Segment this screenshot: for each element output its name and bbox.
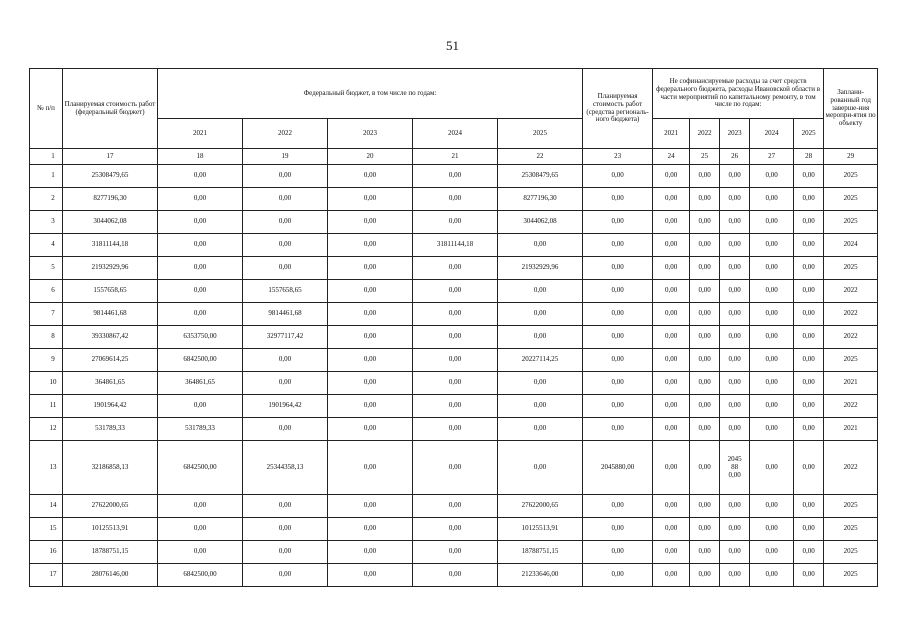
column-number: 27	[750, 149, 794, 165]
cell-num: 16	[30, 541, 63, 564]
cell-n2023: 0,00	[720, 257, 750, 280]
column-number: 18	[158, 149, 243, 165]
cell-n2021: 0,00	[653, 280, 690, 303]
cell-f2023: 0,00	[328, 188, 413, 211]
cell-f2024: 0,00	[413, 395, 498, 418]
cell-num: 2	[30, 188, 63, 211]
cell-n2021: 0,00	[653, 372, 690, 395]
cell-year: 2022	[824, 280, 878, 303]
cell-n2025: 0,00	[794, 495, 824, 518]
cell-n2025: 0,00	[794, 234, 824, 257]
cell-f2024: 0,00	[413, 280, 498, 303]
cell-n2025: 0,00	[794, 280, 824, 303]
cell-n2023: 0,00	[720, 372, 750, 395]
table-row	[30, 395, 878, 418]
page-number: 51	[446, 38, 459, 53]
cell-f2021: 0,00	[158, 541, 243, 564]
cell-year: 2024	[824, 234, 878, 257]
cell-n2023: 0,00	[720, 395, 750, 418]
header-nonco-year: 2023	[720, 119, 750, 149]
cell-n2025: 0,00	[794, 441, 824, 495]
cell-f2024: 0,00	[413, 372, 498, 395]
column-number: 25	[690, 149, 720, 165]
cell-n2022: 0,00	[690, 395, 720, 418]
table-row	[30, 326, 878, 349]
cell-year: 2025	[824, 165, 878, 188]
cell-n2023: 0,00	[720, 418, 750, 441]
cell-cost: 8277196,30	[63, 188, 158, 211]
cell-f2023: 0,00	[328, 395, 413, 418]
cell-n2024: 0,00	[750, 441, 794, 495]
cell-n2024: 0,00	[750, 372, 794, 395]
header-nonco-year: 2024	[750, 119, 794, 149]
cell-reg: 0,00	[583, 188, 653, 211]
cell-year: 2022	[824, 395, 878, 418]
cell-f2022: 1557658,65	[243, 280, 328, 303]
cell-year: 2025	[824, 564, 878, 587]
column-number-row	[30, 149, 878, 165]
cell-num: 10	[30, 372, 63, 395]
cell-n2023: 0,00	[720, 326, 750, 349]
cell-n2021: 0,00	[653, 564, 690, 587]
cell-year: 2025	[824, 541, 878, 564]
cell-num: 14	[30, 495, 63, 518]
cell-f2022: 32977117,42	[243, 326, 328, 349]
cell-n2025: 0,00	[794, 211, 824, 234]
cell-n2022: 0,00	[690, 326, 720, 349]
cell-num: 1	[30, 165, 63, 188]
cell-n2024: 0,00	[750, 234, 794, 257]
cell-n2025: 0,00	[794, 395, 824, 418]
cell-f2022: 0,00	[243, 541, 328, 564]
table-row	[30, 441, 878, 495]
cell-f2025: 0,00	[498, 326, 583, 349]
cell-reg: 0,00	[583, 280, 653, 303]
cell-n2025: 0,00	[794, 188, 824, 211]
header-fed-year: 2022	[243, 119, 328, 149]
column-number: 20	[328, 149, 413, 165]
cell-f2021: 0,00	[158, 188, 243, 211]
cell-f2024: 0,00	[413, 441, 498, 495]
cell-n2024: 0,00	[750, 518, 794, 541]
cell-n2022: 0,00	[690, 165, 720, 188]
cell-cost: 27622000,65	[63, 495, 158, 518]
header-nonco-year: 2022	[690, 119, 720, 149]
cell-n2024: 0,00	[750, 564, 794, 587]
cell-reg: 0,00	[583, 541, 653, 564]
cell-year: 2025	[824, 257, 878, 280]
cell-n2021: 0,00	[653, 418, 690, 441]
cell-f2021: 364861,65	[158, 372, 243, 395]
cell-f2023: 0,00	[328, 234, 413, 257]
column-number: 17	[63, 149, 158, 165]
cell-n2024: 0,00	[750, 188, 794, 211]
cell-reg: 0,00	[583, 395, 653, 418]
table-row	[30, 541, 878, 564]
cell-f2024: 0,00	[413, 495, 498, 518]
cell-n2023: 0,00	[720, 349, 750, 372]
header-fed-year: 2024	[413, 119, 498, 149]
cell-n2021: 0,00	[653, 257, 690, 280]
cell-cost: 27069614,25	[63, 349, 158, 372]
cell-n2025: 0,00	[794, 518, 824, 541]
cell-n2024: 0,00	[750, 303, 794, 326]
cell-f2021: 0,00	[158, 518, 243, 541]
cell-year: 2025	[824, 211, 878, 234]
cell-num: 15	[30, 518, 63, 541]
header-row-1	[30, 69, 878, 119]
cell-n2023: 0,00	[720, 280, 750, 303]
cell-f2025: 18788751,15	[498, 541, 583, 564]
cell-reg: 0,00	[583, 303, 653, 326]
cell-year: 2025	[824, 349, 878, 372]
cell-f2023: 0,00	[328, 165, 413, 188]
cell-n2024: 0,00	[750, 257, 794, 280]
cell-n2021: 0,00	[653, 211, 690, 234]
cell-f2021: 6842500,00	[158, 441, 243, 495]
cell-f2023: 0,00	[328, 418, 413, 441]
column-number: 19	[243, 149, 328, 165]
cell-reg: 0,00	[583, 495, 653, 518]
cell-f2024: 0,00	[413, 211, 498, 234]
header-fed-year: 2025	[498, 119, 583, 149]
cell-f2024: 0,00	[413, 326, 498, 349]
cell-reg: 0,00	[583, 349, 653, 372]
cell-f2025: 25308479,65	[498, 165, 583, 188]
cell-f2022: 0,00	[243, 518, 328, 541]
cell-n2024: 0,00	[750, 495, 794, 518]
cell-n2024: 0,00	[750, 211, 794, 234]
cell-reg: 0,00	[583, 326, 653, 349]
cell-f2022: 0,00	[243, 257, 328, 280]
cell-n2024: 0,00	[750, 395, 794, 418]
cell-n2021: 0,00	[653, 303, 690, 326]
table-row	[30, 372, 878, 395]
cell-n2022: 0,00	[690, 564, 720, 587]
cell-f2021: 0,00	[158, 211, 243, 234]
budget-table	[29, 68, 878, 587]
cell-n2025: 0,00	[794, 372, 824, 395]
cell-reg: 0,00	[583, 372, 653, 395]
header-nonco-year: 2025	[794, 119, 824, 149]
cell-n2023: 0,00	[720, 188, 750, 211]
header-fed-year: 2021	[158, 119, 243, 149]
cell-year: 2021	[824, 372, 878, 395]
cell-f2021: 6842500,00	[158, 564, 243, 587]
cell-n2023-text: 2045 88 0,00	[727, 455, 742, 480]
header-row-2	[30, 119, 878, 149]
cell-f2023: 0,00	[328, 280, 413, 303]
cell-f2025: 3044062,08	[498, 211, 583, 234]
cell-f2025: 20227114,25	[498, 349, 583, 372]
cell-cost: 3044062,08	[63, 211, 158, 234]
cell-f2022: 0,00	[243, 372, 328, 395]
table-row	[30, 495, 878, 518]
cell-f2023: 0,00	[328, 326, 413, 349]
cell-cost: 18788751,15	[63, 541, 158, 564]
cell-n2021: 0,00	[653, 165, 690, 188]
cell-f2024: 0,00	[413, 349, 498, 372]
cell-f2025: 21233646,00	[498, 564, 583, 587]
cell-num: 8	[30, 326, 63, 349]
cell-n2022: 0,00	[690, 211, 720, 234]
cell-f2024: 0,00	[413, 303, 498, 326]
column-number: 1	[30, 149, 63, 165]
cell-cost: 28076146,00	[63, 564, 158, 587]
cell-cost: 31811144,18	[63, 234, 158, 257]
header-nonco-year: 2021	[653, 119, 690, 149]
cell-n2025: 0,00	[794, 326, 824, 349]
cell-f2024: 0,00	[413, 564, 498, 587]
cell-n2022: 0,00	[690, 441, 720, 495]
table-row	[30, 564, 878, 587]
cell-year: 2021	[824, 418, 878, 441]
cell-f2022: 0,00	[243, 564, 328, 587]
cell-n2021: 0,00	[653, 188, 690, 211]
cell-f2025: 0,00	[498, 441, 583, 495]
column-number: 22	[498, 149, 583, 165]
cell-n2025: 0,00	[794, 564, 824, 587]
cell-year: 2022	[824, 303, 878, 326]
cell-f2022: 9814461,68	[243, 303, 328, 326]
cell-n2025: 0,00	[794, 165, 824, 188]
cell-n2022: 0,00	[690, 188, 720, 211]
cell-f2021: 0,00	[158, 234, 243, 257]
column-number: 24	[653, 149, 690, 165]
cell-f2025: 0,00	[498, 303, 583, 326]
header-fed-year: 2023	[328, 119, 413, 149]
cell-cost: 32186858,13	[63, 441, 158, 495]
cell-n2022: 0,00	[690, 280, 720, 303]
cell-f2021: 0,00	[158, 395, 243, 418]
cell-f2022: 0,00	[243, 234, 328, 257]
cell-f2021: 0,00	[158, 303, 243, 326]
cell-n2021: 0,00	[653, 541, 690, 564]
cell-n2023	[720, 441, 750, 495]
cell-num: 17	[30, 564, 63, 587]
table-row	[30, 280, 878, 303]
cell-n2023: 0,00	[720, 211, 750, 234]
header-nonco-financed: Не софинансируемые расходы за счет средств федерального бюджета, расходы Ивановской области в части мероприятий по капитальному ремонту, в том числе по годам:	[653, 69, 824, 119]
cell-year: 2025	[824, 518, 878, 541]
cell-num: 6	[30, 280, 63, 303]
cell-f2024: 0,00	[413, 165, 498, 188]
cell-num: 12	[30, 418, 63, 441]
cell-num: 11	[30, 395, 63, 418]
cell-n2024: 0,00	[750, 541, 794, 564]
cell-f2022: 0,00	[243, 165, 328, 188]
cell-f2025: 0,00	[498, 418, 583, 441]
cell-reg: 0,00	[583, 234, 653, 257]
cell-year: 2025	[824, 188, 878, 211]
cell-f2023: 0,00	[328, 564, 413, 587]
cell-n2025: 0,00	[794, 303, 824, 326]
cell-f2024: 31811144,18	[413, 234, 498, 257]
cell-n2021: 0,00	[653, 349, 690, 372]
cell-num: 4	[30, 234, 63, 257]
cell-n2025: 0,00	[794, 541, 824, 564]
cell-f2021: 0,00	[158, 165, 243, 188]
table-row	[30, 303, 878, 326]
header-planned-cost-federal: Планируемая стоимость работ (федеральный бюджет)	[63, 69, 158, 149]
cell-f2024: 0,00	[413, 518, 498, 541]
cell-f2022: 25344358,13	[243, 441, 328, 495]
cell-reg: 0,00	[583, 165, 653, 188]
cell-f2021: 0,00	[158, 495, 243, 518]
cell-f2021: 0,00	[158, 257, 243, 280]
cell-year: 2025	[824, 495, 878, 518]
header-num: № п/п	[30, 69, 63, 149]
column-number: 29	[824, 149, 878, 165]
cell-cost: 364861,65	[63, 372, 158, 395]
cell-n2021: 0,00	[653, 326, 690, 349]
cell-f2023: 0,00	[328, 257, 413, 280]
cell-n2021: 0,00	[653, 395, 690, 418]
table-row	[30, 349, 878, 372]
cell-year: 2022	[824, 326, 878, 349]
column-number: 21	[413, 149, 498, 165]
cell-f2022: 0,00	[243, 495, 328, 518]
cell-f2024: 0,00	[413, 188, 498, 211]
table-row	[30, 257, 878, 280]
column-number: 28	[794, 149, 824, 165]
cell-num: 9	[30, 349, 63, 372]
cell-cost: 9814461,68	[63, 303, 158, 326]
column-number: 26	[720, 149, 750, 165]
cell-n2024: 0,00	[750, 280, 794, 303]
cell-n2024: 0,00	[750, 326, 794, 349]
cell-n2023: 0,00	[720, 495, 750, 518]
cell-f2023: 0,00	[328, 349, 413, 372]
cell-f2025: 10125513,91	[498, 518, 583, 541]
cell-n2022: 0,00	[690, 349, 720, 372]
cell-num: 7	[30, 303, 63, 326]
cell-reg: 2045880,00	[583, 441, 653, 495]
cell-reg: 0,00	[583, 518, 653, 541]
cell-n2022: 0,00	[690, 257, 720, 280]
cell-n2024: 0,00	[750, 418, 794, 441]
cell-f2022: 0,00	[243, 418, 328, 441]
cell-n2022: 0,00	[690, 495, 720, 518]
cell-f2023: 0,00	[328, 495, 413, 518]
cell-n2022: 0,00	[690, 303, 720, 326]
cell-cost: 10125513,91	[63, 518, 158, 541]
table-row	[30, 234, 878, 257]
cell-cost: 21932929,96	[63, 257, 158, 280]
cell-cost: 1901964,42	[63, 395, 158, 418]
table-row	[30, 518, 878, 541]
cell-n2025: 0,00	[794, 418, 824, 441]
cell-f2025: 0,00	[498, 372, 583, 395]
cell-cost: 1557658,65	[63, 280, 158, 303]
cell-f2025: 21932929,96	[498, 257, 583, 280]
cell-reg: 0,00	[583, 211, 653, 234]
cell-n2023: 0,00	[720, 564, 750, 587]
cell-n2022: 0,00	[690, 234, 720, 257]
cell-reg: 0,00	[583, 257, 653, 280]
header-planned-cost-regional: Планируемая стоимость работ (средства региональ-ного бюджета)	[583, 69, 653, 149]
cell-f2021: 6353750,00	[158, 326, 243, 349]
cell-f2023: 0,00	[328, 303, 413, 326]
cell-f2024: 0,00	[413, 257, 498, 280]
cell-f2022: 0,00	[243, 188, 328, 211]
cell-f2021: 0,00	[158, 280, 243, 303]
cell-f2023: 0,00	[328, 441, 413, 495]
table-row	[30, 188, 878, 211]
cell-f2023: 0,00	[328, 372, 413, 395]
header-planned-year: Заплани-рованный год заверше-ния меропри-ятия по объекту	[824, 69, 878, 149]
cell-f2025: 0,00	[498, 234, 583, 257]
cell-n2022: 0,00	[690, 541, 720, 564]
cell-n2023: 0,00	[720, 518, 750, 541]
column-number: 23	[583, 149, 653, 165]
cell-n2022: 0,00	[690, 518, 720, 541]
cell-f2021: 531789,33	[158, 418, 243, 441]
cell-f2025: 0,00	[498, 395, 583, 418]
cell-n2022: 0,00	[690, 418, 720, 441]
cell-f2021: 6842500,00	[158, 349, 243, 372]
cell-f2025: 0,00	[498, 280, 583, 303]
cell-reg: 0,00	[583, 418, 653, 441]
table-body	[30, 165, 878, 587]
cell-f2023: 0,00	[328, 211, 413, 234]
cell-n2023: 0,00	[720, 234, 750, 257]
cell-n2022: 0,00	[690, 372, 720, 395]
cell-n2023: 0,00	[720, 165, 750, 188]
cell-n2021: 0,00	[653, 495, 690, 518]
cell-n2021: 0,00	[653, 441, 690, 495]
table-row	[30, 211, 878, 234]
cell-n2021: 0,00	[653, 518, 690, 541]
cell-n2021: 0,00	[653, 234, 690, 257]
cell-f2024: 0,00	[413, 418, 498, 441]
table-row	[30, 165, 878, 188]
cell-f2023: 0,00	[328, 518, 413, 541]
cell-f2022: 1901964,42	[243, 395, 328, 418]
cell-f2022: 0,00	[243, 349, 328, 372]
cell-reg: 0,00	[583, 564, 653, 587]
cell-cost: 25308479,65	[63, 165, 158, 188]
cell-n2023: 0,00	[720, 541, 750, 564]
cell-cost: 39330867,42	[63, 326, 158, 349]
cell-n2024: 0,00	[750, 165, 794, 188]
cell-num: 3	[30, 211, 63, 234]
cell-num: 13	[30, 441, 63, 495]
cell-f2022: 0,00	[243, 211, 328, 234]
table-row	[30, 418, 878, 441]
cell-f2023: 0,00	[328, 541, 413, 564]
cell-cost: 531789,33	[63, 418, 158, 441]
cell-n2025: 0,00	[794, 257, 824, 280]
cell-n2024: 0,00	[750, 349, 794, 372]
cell-f2025: 8277196,30	[498, 188, 583, 211]
cell-num: 5	[30, 257, 63, 280]
cell-n2025: 0,00	[794, 349, 824, 372]
cell-f2025: 27622000,65	[498, 495, 583, 518]
cell-year: 2022	[824, 441, 878, 495]
header-federal-budget: Федеральный бюджет, в том числе по годам:	[158, 69, 583, 119]
cell-n2023: 0,00	[720, 303, 750, 326]
cell-f2024: 0,00	[413, 541, 498, 564]
